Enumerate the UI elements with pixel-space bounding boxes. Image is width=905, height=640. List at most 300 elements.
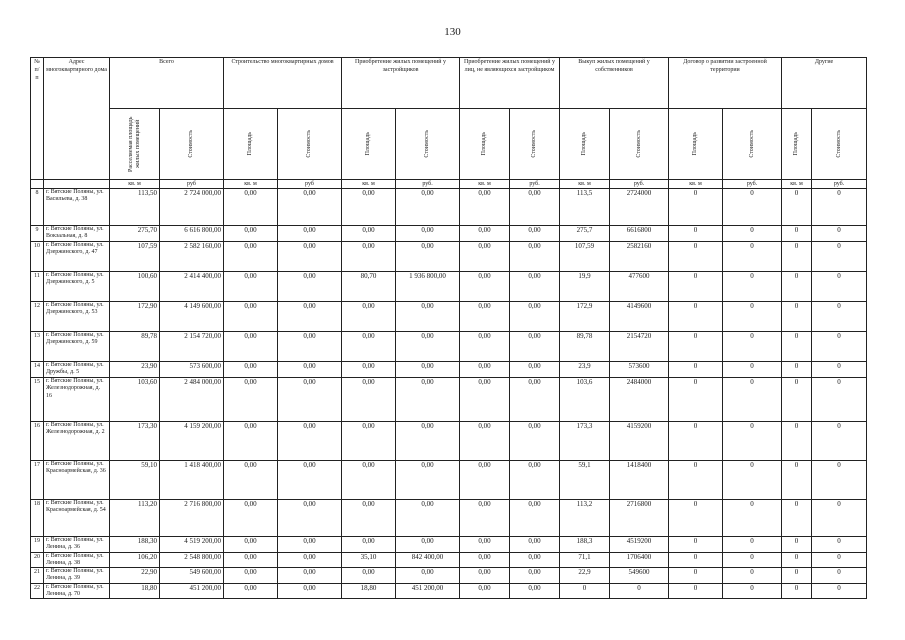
row-value: 0,00 — [460, 226, 510, 242]
row-value: 0 — [812, 362, 867, 378]
row-value: 0,00 — [224, 189, 278, 226]
row-value: 0 — [669, 422, 723, 461]
row-value: 1 936 800,00 — [396, 272, 460, 302]
header-number: № п/п — [31, 58, 44, 180]
row-value: 1706400 — [610, 552, 669, 568]
row-value: 0,00 — [278, 583, 342, 599]
row-value: 0,00 — [510, 242, 560, 272]
unit-cell: кв. м — [560, 180, 610, 189]
table-row — [31, 362, 867, 378]
row-value: 0,00 — [342, 422, 396, 461]
row-value: 0,00 — [460, 552, 510, 568]
header-buyout: Выкуп жилых помещений у собственников — [560, 58, 669, 109]
row-value: 0,00 — [224, 378, 278, 422]
table-row — [31, 378, 867, 422]
row-address: г. Вятские Поляны, ул. Дзержинского, д. 53 — [44, 302, 110, 332]
row-address: г. Вятские Поляны, ул. Ленина, д. 38 — [44, 552, 110, 568]
row-value: 0,00 — [510, 189, 560, 226]
row-value: 188,30 — [110, 537, 160, 553]
row-value: 0,00 — [342, 189, 396, 226]
header-purchase-non-developers: Приобретение жилых помещений у лиц, не являющихся застройщиком — [460, 58, 560, 109]
row-value: 0,00 — [278, 422, 342, 461]
row-value: 0,00 — [278, 302, 342, 332]
row-value: 0 — [723, 332, 782, 362]
row-value: 0 — [723, 226, 782, 242]
row-value: 0 — [669, 378, 723, 422]
row-value: 0,00 — [224, 302, 278, 332]
row-value: 0,00 — [278, 332, 342, 362]
row-value: 0 — [669, 242, 723, 272]
row-value: 0,00 — [342, 500, 396, 537]
unit-cell: руб. — [610, 180, 669, 189]
row-value: 0,00 — [224, 552, 278, 568]
row-value: 0,00 — [278, 242, 342, 272]
row-value: 0,00 — [510, 378, 560, 422]
row-value: 2 582 160,00 — [160, 242, 224, 272]
row-value: 0,00 — [342, 302, 396, 332]
row-value: 113,20 — [110, 500, 160, 537]
row-value: 2716800 — [610, 500, 669, 537]
row-value: 0,00 — [224, 362, 278, 378]
row-number: 14 — [31, 362, 44, 378]
row-value: 0,00 — [278, 272, 342, 302]
row-value: 0,00 — [460, 242, 510, 272]
row-address: г. Вятские Поляны, ул. Железнодорожная, д. 2 — [44, 422, 110, 461]
subheader-cell: Площадь — [460, 109, 510, 180]
row-value: 0 — [782, 302, 812, 332]
row-value: 0 — [782, 189, 812, 226]
row-value: 0 — [723, 189, 782, 226]
row-value: 188,3 — [560, 537, 610, 553]
row-value: 2154720 — [610, 332, 669, 362]
row-value: 2 414 400,00 — [160, 272, 224, 302]
row-number: 15 — [31, 378, 44, 422]
row-value: 0,00 — [278, 378, 342, 422]
row-value: 0,00 — [510, 500, 560, 537]
row-value: 0,00 — [342, 332, 396, 362]
row-value: 1 418 400,00 — [160, 461, 224, 500]
table-row — [31, 422, 867, 461]
subheader-cell: Площадь — [342, 109, 396, 180]
subheader-cell: Стоимость — [510, 109, 560, 180]
row-address: г. Вятские Поляны, ул. Васильева, д. 38 — [44, 189, 110, 226]
row-value: 0 — [782, 242, 812, 272]
table-row — [31, 500, 867, 537]
row-value: 0,00 — [396, 461, 460, 500]
row-value: 0 — [669, 189, 723, 226]
row-value: 0 — [610, 583, 669, 599]
row-value: 0,00 — [224, 537, 278, 553]
header-construction: Строительство многоквартирных домов — [224, 58, 342, 109]
row-value: 0,00 — [460, 583, 510, 599]
row-value: 0,00 — [224, 242, 278, 272]
table-row — [31, 537, 867, 553]
row-value: 35,10 — [342, 552, 396, 568]
unit-cell: кв. м — [224, 180, 278, 189]
row-number: 19 — [31, 537, 44, 553]
row-value: 0,00 — [396, 189, 460, 226]
row-value: 0 — [812, 461, 867, 500]
row-value: 100,60 — [110, 272, 160, 302]
row-value: 103,6 — [560, 378, 610, 422]
row-value: 0 — [782, 552, 812, 568]
row-value: 4 519 200,00 — [160, 537, 224, 553]
row-value: 0 — [723, 461, 782, 500]
row-number: 18 — [31, 500, 44, 537]
row-value: 113,5 — [560, 189, 610, 226]
row-value: 0,00 — [396, 500, 460, 537]
row-value: 0 — [812, 226, 867, 242]
row-address: г. Вятские Поляны, ул. Красноармейская, д. 54 — [44, 500, 110, 537]
row-value: 23,9 — [560, 362, 610, 378]
unit-cell: кв. м — [460, 180, 510, 189]
row-value: 0,00 — [510, 537, 560, 553]
row-value: 22,9 — [560, 568, 610, 584]
subheader-cell: Стоимость — [812, 109, 867, 180]
row-value: 106,20 — [110, 552, 160, 568]
table-row — [31, 302, 867, 332]
row-value: 0,00 — [510, 422, 560, 461]
row-value: 0,00 — [342, 537, 396, 553]
unit-cell: кв. м — [342, 180, 396, 189]
row-value: 103,60 — [110, 378, 160, 422]
row-value: 0,00 — [396, 302, 460, 332]
row-value: 89,78 — [560, 332, 610, 362]
row-value: 0 — [782, 500, 812, 537]
row-value: 0 — [782, 378, 812, 422]
unit-cell: кв. м — [782, 180, 812, 189]
table-row — [31, 272, 867, 302]
subheader-cell: Стоимость — [396, 109, 460, 180]
row-value: 0,00 — [510, 583, 560, 599]
row-address: г. Вятские Поляны, ул. Ленина, д. 70 — [44, 583, 110, 599]
row-value: 0,00 — [396, 378, 460, 422]
row-value: 0 — [723, 302, 782, 332]
row-value: 0 — [782, 537, 812, 553]
subheader-cell: Расселяемая площадь жилых помещений — [110, 109, 160, 180]
row-value: 0,00 — [342, 362, 396, 378]
row-value: 0 — [812, 422, 867, 461]
group-header-row — [31, 58, 867, 109]
row-value: 0 — [812, 537, 867, 553]
table-row — [31, 189, 867, 226]
row-value: 0,00 — [460, 189, 510, 226]
row-value: 0,00 — [396, 332, 460, 362]
units-row — [31, 180, 867, 189]
unit-cell: руб. — [510, 180, 560, 189]
table-row — [31, 461, 867, 500]
row-value: 0,00 — [510, 461, 560, 500]
row-address: г. Вятские Поляны, ул. Дружбы, д. 5 — [44, 362, 110, 378]
row-value: 573 600,00 — [160, 362, 224, 378]
row-number: 12 — [31, 302, 44, 332]
row-value: 0 — [723, 500, 782, 537]
row-value: 2582160 — [610, 242, 669, 272]
row-value: 113,50 — [110, 189, 160, 226]
table-body — [31, 189, 867, 599]
row-address: г. Вятские Поляны, ул. Вокзальная, д. 8 — [44, 226, 110, 242]
table-row — [31, 552, 867, 568]
row-value: 0,00 — [278, 537, 342, 553]
row-value: 0 — [782, 583, 812, 599]
unit-cell: кв. м — [669, 180, 723, 189]
row-number: 11 — [31, 272, 44, 302]
row-value: 0,00 — [224, 568, 278, 584]
table-row — [31, 226, 867, 242]
row-value: 0,00 — [460, 422, 510, 461]
row-value: 0 — [723, 568, 782, 584]
row-value: 0 — [782, 568, 812, 584]
unit-cell: руб — [160, 180, 224, 189]
row-value: 0,00 — [460, 302, 510, 332]
row-value: 0,00 — [278, 552, 342, 568]
row-value: 0,00 — [460, 568, 510, 584]
row-value: 0,00 — [510, 272, 560, 302]
table-row — [31, 568, 867, 584]
row-value: 0 — [782, 461, 812, 500]
row-value: 549600 — [610, 568, 669, 584]
row-value: 2 724 000,00 — [160, 189, 224, 226]
row-value: 0,00 — [278, 461, 342, 500]
row-value: 0,00 — [278, 226, 342, 242]
row-value: 0 — [723, 378, 782, 422]
row-value: 0 — [723, 272, 782, 302]
row-value: 0,00 — [224, 272, 278, 302]
row-value: 0,00 — [278, 189, 342, 226]
row-value: 573600 — [610, 362, 669, 378]
unit-cell: кв. м — [110, 180, 160, 189]
unit-cell: руб. — [812, 180, 867, 189]
row-number: 22 — [31, 583, 44, 599]
row-value: 0,00 — [224, 332, 278, 362]
unit-cell: руб. — [396, 180, 460, 189]
row-value: 0 — [669, 552, 723, 568]
row-address: г. Вятские Поляны, ул. Красноармейская, д. 36 — [44, 461, 110, 500]
row-value: 2484000 — [610, 378, 669, 422]
subheader-row — [31, 109, 867, 180]
row-number: 9 — [31, 226, 44, 242]
row-value: 0 — [723, 583, 782, 599]
row-value: 451 200,00 — [160, 583, 224, 599]
row-value: 0,00 — [510, 302, 560, 332]
row-value: 0 — [669, 583, 723, 599]
row-value: 0 — [560, 583, 610, 599]
row-value: 0,00 — [224, 461, 278, 500]
row-value: 0 — [669, 537, 723, 553]
subheader-cell: Площадь — [560, 109, 610, 180]
row-value: 549 600,00 — [160, 568, 224, 584]
unit-cell: руб. — [723, 180, 782, 189]
row-value: 0,00 — [460, 537, 510, 553]
row-address: г. Вятские Поляны, ул. Ленина, д. 39 — [44, 568, 110, 584]
row-value: 107,59 — [560, 242, 610, 272]
table-row — [31, 583, 867, 599]
row-value: 0 — [723, 242, 782, 272]
subheader-cell: Стоимость — [160, 109, 224, 180]
row-value: 0,00 — [460, 378, 510, 422]
row-value: 0 — [723, 537, 782, 553]
header-address: Адрес многоквартирного дома — [44, 58, 110, 180]
row-value: 59,1 — [560, 461, 610, 500]
row-value: 0,00 — [460, 500, 510, 537]
row-value: 2 716 800,00 — [160, 500, 224, 537]
row-value: 842 400,00 — [396, 552, 460, 568]
row-value: 2 548 800,00 — [160, 552, 224, 568]
row-value: 59,10 — [110, 461, 160, 500]
subheader-cell: Площадь — [782, 109, 812, 180]
row-value: 477600 — [610, 272, 669, 302]
row-value: 0 — [723, 422, 782, 461]
row-number: 8 — [31, 189, 44, 226]
row-value: 172,90 — [110, 302, 160, 332]
row-value: 0 — [782, 362, 812, 378]
table-row — [31, 332, 867, 362]
row-value: 0 — [669, 568, 723, 584]
row-value: 0,00 — [396, 362, 460, 378]
row-number: 21 — [31, 568, 44, 584]
row-value: 4159200 — [610, 422, 669, 461]
table-row — [31, 242, 867, 272]
row-number: 10 — [31, 242, 44, 272]
row-value: 0 — [812, 189, 867, 226]
row-value: 0 — [812, 242, 867, 272]
row-value: 0,00 — [278, 500, 342, 537]
row-value: 0,00 — [460, 461, 510, 500]
row-value: 0 — [812, 568, 867, 584]
row-value: 0 — [812, 302, 867, 332]
row-number: 13 — [31, 332, 44, 362]
row-value: 0,00 — [278, 362, 342, 378]
row-value: 0,00 — [396, 537, 460, 553]
row-value: 0 — [812, 583, 867, 599]
row-value: 2724000 — [610, 189, 669, 226]
unit-cell: руб — [278, 180, 342, 189]
row-value: 0,00 — [396, 226, 460, 242]
row-value: 18,80 — [342, 583, 396, 599]
row-value: 0,00 — [224, 422, 278, 461]
row-value: 1418400 — [610, 461, 669, 500]
row-value: 4519200 — [610, 537, 669, 553]
row-value: 0,00 — [510, 226, 560, 242]
row-value: 0,00 — [224, 500, 278, 537]
row-value: 0,00 — [510, 332, 560, 362]
row-value: 0 — [669, 272, 723, 302]
row-value: 0,00 — [396, 568, 460, 584]
row-value: 275,70 — [110, 226, 160, 242]
row-value: 19,9 — [560, 272, 610, 302]
row-value: 71,1 — [560, 552, 610, 568]
units-blank — [31, 180, 44, 189]
row-value: 0 — [723, 552, 782, 568]
row-value: 275,7 — [560, 226, 610, 242]
row-address: г. Вятские Поляны, ул. Ленина, д. 36 — [44, 537, 110, 553]
row-address: г. Вятские Поляны, ул. Дзержинского, д. 59 — [44, 332, 110, 362]
row-value: 4149600 — [610, 302, 669, 332]
row-value: 0,00 — [224, 226, 278, 242]
row-address: г. Вятские Поляны, ул. Дзержинского, д. 47 — [44, 242, 110, 272]
row-value: 23,90 — [110, 362, 160, 378]
row-value: 0 — [812, 332, 867, 362]
row-value: 6616800 — [610, 226, 669, 242]
row-value: 0,00 — [396, 242, 460, 272]
row-value: 89,78 — [110, 332, 160, 362]
row-number: 17 — [31, 461, 44, 500]
row-value: 0 — [669, 362, 723, 378]
row-value: 0,00 — [510, 568, 560, 584]
row-address: г. Вятские Поляны, ул. Железнодорожная, д. 16 — [44, 378, 110, 422]
row-value: 80,70 — [342, 272, 396, 302]
row-value: 0 — [669, 332, 723, 362]
row-value: 0 — [812, 272, 867, 302]
row-value: 0,00 — [342, 568, 396, 584]
row-value: 0 — [782, 422, 812, 461]
row-value: 0,00 — [342, 378, 396, 422]
row-value: 0,00 — [224, 583, 278, 599]
row-value: 4 159 200,00 — [160, 422, 224, 461]
row-value: 0,00 — [510, 552, 560, 568]
row-value: 0 — [669, 500, 723, 537]
header-purchase-developers: Приобретение жилых помещений у застройщиков — [342, 58, 460, 109]
row-value: 0 — [723, 362, 782, 378]
row-value: 0,00 — [510, 362, 560, 378]
subheader-cell: Стоимость — [278, 109, 342, 180]
row-value: 0 — [669, 461, 723, 500]
subheader-cell: Площадь — [224, 109, 278, 180]
row-value: 0,00 — [460, 272, 510, 302]
units-blank — [44, 180, 110, 189]
header-other: Другие — [782, 58, 867, 109]
row-value: 107,59 — [110, 242, 160, 272]
row-value: 18,80 — [110, 583, 160, 599]
row-address: г. Вятские Поляны, ул. Дзержинского, д. 5 — [44, 272, 110, 302]
row-value: 4 149 600,00 — [160, 302, 224, 332]
row-value: 0,00 — [460, 362, 510, 378]
header-total: Всего — [110, 58, 224, 109]
row-value: 451 200,00 — [396, 583, 460, 599]
row-value: 0,00 — [342, 242, 396, 272]
row-value: 0 — [812, 378, 867, 422]
page-number: 130 — [444, 26, 461, 38]
header-territory-development: Договор о развитии застроенной территории — [669, 58, 782, 109]
row-value: 2 484 000,00 — [160, 378, 224, 422]
row-value: 0,00 — [342, 226, 396, 242]
row-value: 0,00 — [396, 422, 460, 461]
row-value: 0,00 — [342, 461, 396, 500]
subheader-cell: Площадь — [669, 109, 723, 180]
row-value: 173,30 — [110, 422, 160, 461]
row-value: 0 — [782, 332, 812, 362]
row-number: 20 — [31, 552, 44, 568]
row-value: 172,9 — [560, 302, 610, 332]
row-value: 6 616 800,00 — [160, 226, 224, 242]
row-value: 0 — [669, 226, 723, 242]
resettlement-table — [30, 57, 867, 599]
row-value: 2 154 720,00 — [160, 332, 224, 362]
row-value: 0 — [812, 552, 867, 568]
row-value: 113,2 — [560, 500, 610, 537]
subheader-cell: Стоимость — [723, 109, 782, 180]
row-value: 0,00 — [278, 568, 342, 584]
row-value: 0 — [782, 226, 812, 242]
row-value: 0 — [782, 272, 812, 302]
row-value: 22,90 — [110, 568, 160, 584]
row-value: 0,00 — [460, 332, 510, 362]
row-value: 173,3 — [560, 422, 610, 461]
subheader-cell: Стоимость — [610, 109, 669, 180]
row-value: 0 — [812, 500, 867, 537]
row-number: 16 — [31, 422, 44, 461]
row-value: 0 — [669, 302, 723, 332]
